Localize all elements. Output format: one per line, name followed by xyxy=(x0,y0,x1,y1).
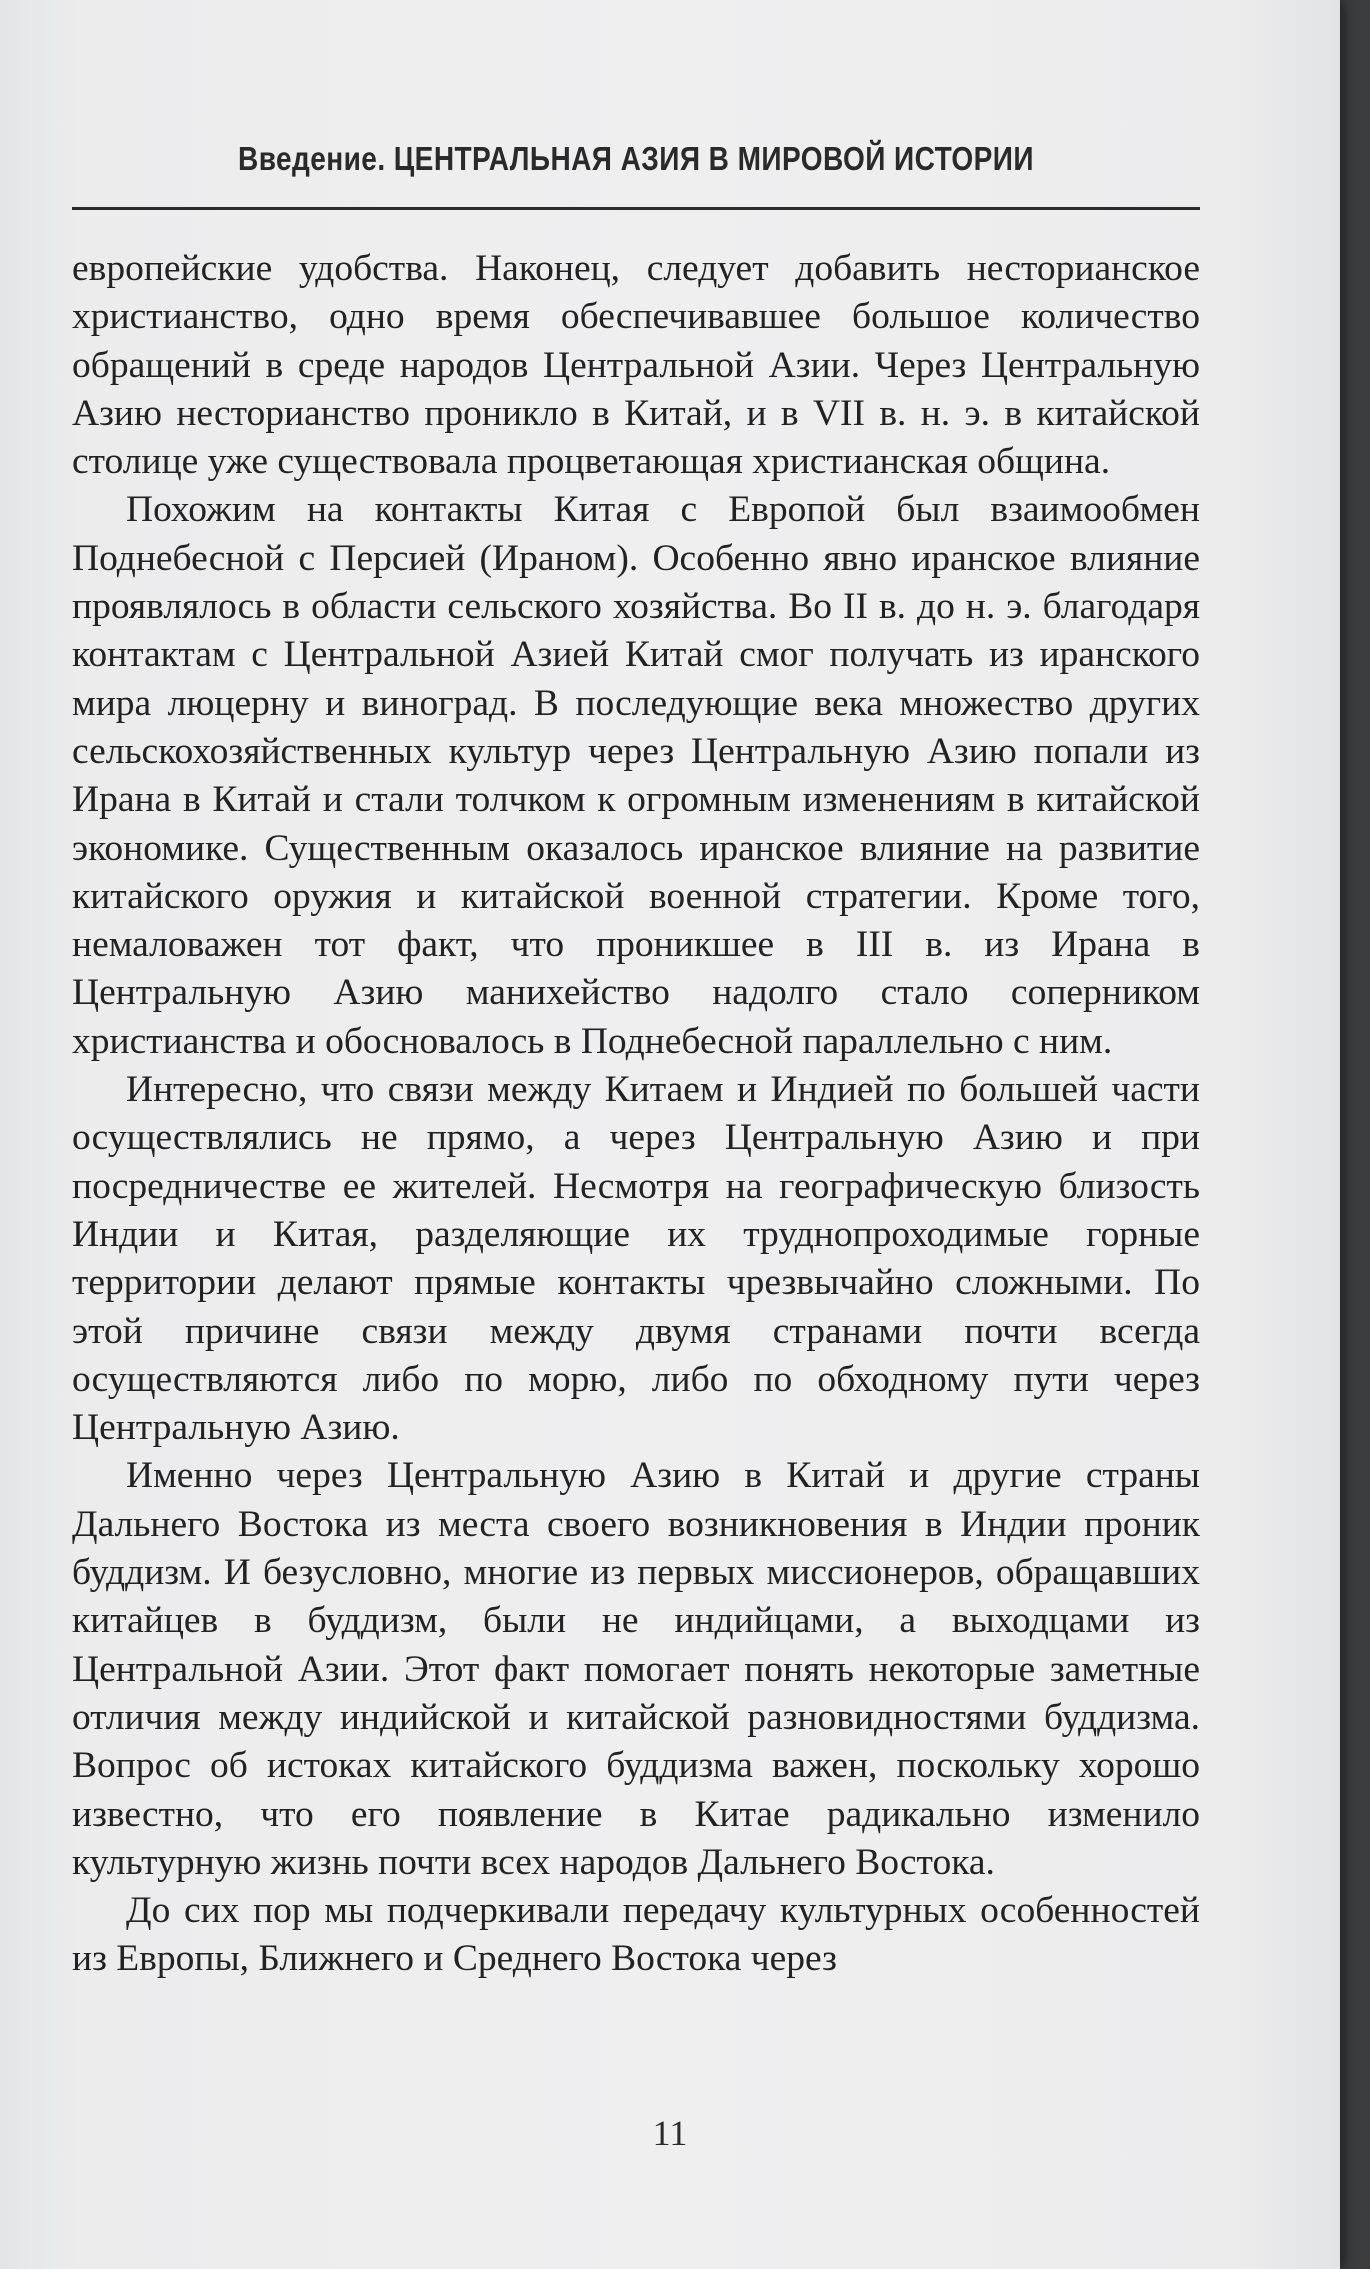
page-number: 11 xyxy=(652,2113,688,2153)
paragraph-5: До сих пор мы подчеркивали передачу культурных особенностей из Европы, Ближнего и Среднего Востока через xyxy=(72,1890,1200,1980)
paragraph-3: Интересно, что связи между Китаем и Индией по большей части осуществлялись не прямо, а через Центральную Азию и при посредничестве ее жителей. Несмотря на географическую близость Индии и Китая, разделяющие их труднопроходимые горные территории делают прямые контакты чрезвычайно сложными. По этой причине связи между двумя странами почти всегда осуществляются либо по морю, либо по обходному пути через Центральную Азию. xyxy=(72,1069,1200,1449)
running-header: Введение. ЦЕНТРАЛЬНАЯ АЗИЯ В МИРОВОЙ ИСТОРИИ xyxy=(238,140,1034,177)
paragraph-4: Именно через Центральную Азию в Китай и другие страны Дальнего Востока из места своего возникновения в Индии проник буддизм. И безусловно, многие из первых миссионеров, обращавших китайцев в буддизм, были не индийцами, а выходцами из Центральной Азии. Этот факт помогает понять некоторые заметные отличия между индийской и китайской разновидностями буддизма. Вопрос об истоках китайского буддизма важен, поскольку хорошо известно, что его появление в Китае радикально изменило культурную жизнь почти всех народов Дальнего Востока. xyxy=(72,1455,1200,1883)
paragraph-2: Похожим на контакты Китая с Европой был взаимообмен Поднебесной с Персией (Ираном). Особенно явно иранское влияние проявлялось в области сельского хозяйства. Во II в. до н. э. благодаря контактам с Центральной Азией Китай смог получать из иранского мира люцерну и виноград. В последующие века множество других сельскохозяйственных культур через Центральную Азию попали из Ирана в Китай и стали толчком к огромным изменениям в китайской экономике. Существенным оказалось иранское влияние на развитие китайского оружия и китайской военной стратегии. Кроме того, немаловажен тот факт, что проникшее в III в. из Ирана в Центральную Азию манихейство надолго стало соперником христианства и обосновалось в Поднебесной параллельно с ним. xyxy=(72,489,1200,1062)
paragraph-1: европейские удобства. Наконец, следует добавить несторианское христианство, одно время обеспечивавшее большое количество обращений в среде народов Центральной Азии. Через Центральную Азию несторианство проникло в Китай, и в VII в. н. э. в китайской столице уже существовала процветающая христианская община. xyxy=(72,248,1200,483)
body-text xyxy=(72,245,1200,1984)
header-rule xyxy=(72,207,1200,210)
